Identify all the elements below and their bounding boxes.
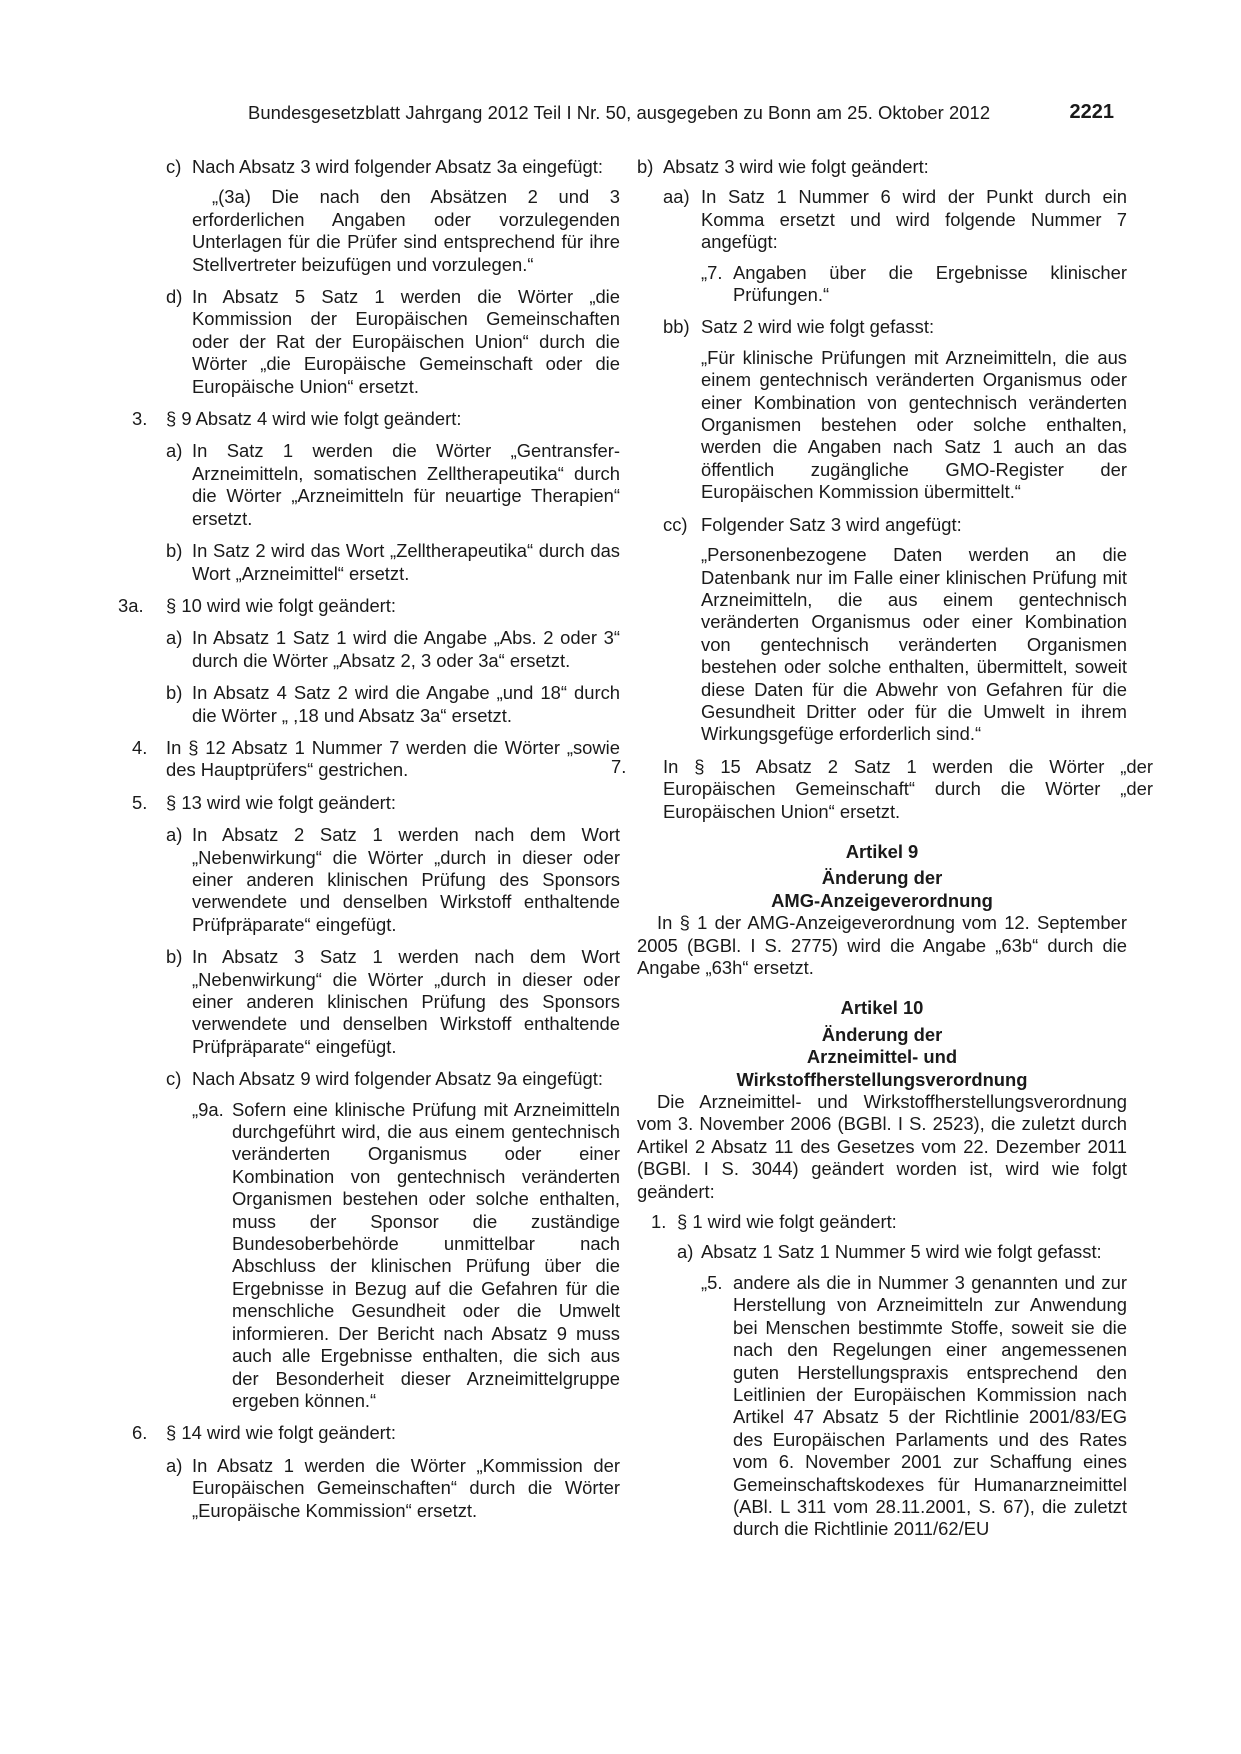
list-item-3 [130,408,620,430]
article-9-text [637,912,1127,979]
list-label: b) [166,540,183,562]
list-text: Satz 2 wird wie folgt gefasst: [701,316,935,338]
article-title: Artikel 9 [845,840,919,862]
article-10-text [637,1091,1127,1203]
quote-label: „9a. [192,1098,224,1120]
article-subtitle: AMG-Anzeigeverordnung [771,889,993,911]
list-text: In Absatz 4 Satz 2 wird die Angabe „und 18“ durch die Wörter „ ,18 und Absatz 3a“ ersetzt. [192,682,620,726]
list-text: In Absatz 1 werden die Wörter „Kommission der Europäischen Gemeinschaften“ durch die Wörter „Europäische Kommission“ ersetzt. [192,1454,620,1521]
list-item-7 [611,756,1153,823]
list-item-4 [130,737,620,782]
article-subtitle: Wirkstoffherstellungsverordnung [736,1068,1028,1090]
list-label: d) [166,286,183,308]
list-item-b [637,156,1127,178]
list-label: 3a. [118,594,144,616]
list-item-3-a [130,440,620,530]
list-text: In Satz 2 wird das Wort „Zelltherapeutika“ durch das Wort „Arzneimittel“ ersetzt. [192,540,620,584]
article-subtitle: Änderung der [821,867,943,889]
list-item-bb [637,316,1127,338]
list-item-1 [637,1211,1127,1233]
quote-text: andere als die in Nummer 3 genannten und zur Herstellung von Arzneimitteln zur Anwendung bei Menschen bestimmte Stoffe, soweit sie die nach den Regelungen einer angemessenen guten Herstellungspraxis entsprechend den Leitlinien der Europäischen Kommission nach Artikel 47 Absatz 5 der Richtlinie 2001/83/EG des Europäischen Parlaments und des Rates vom 6. November 2001 zur Schaffung eines Gemeinschaftskodexes für Humanarzneimittel (ABl. L 311 vom 28.11.2001, S. 67), die zuletzt durch die Richtlinie 2011/62/EU [733,1271,1127,1540]
list-text: In § 12 Absatz 1 Nummer 7 werden die Wörter „sowie des Hauptprüfers“ gestrichen. [166,736,620,781]
list-text: § 9 Absatz 4 wird wie folgt geändert: [166,408,462,430]
list-label: b) [166,682,183,704]
list-text: Absatz 3 wird wie folgt geändert: [663,156,929,177]
list-item-6-a [130,1455,620,1522]
list-label: 1. [651,1211,667,1233]
article-subtitle: Änderung der [821,1023,943,1045]
quote-text: „Personenbezogene Daten werden an die Datenbank nur im Falle einer klinischen Prüfung mit Arzneimitteln, die aus einem gentechnisch veränderten Organismus oder einer Kombination von gentechnisch veränderten Organismen bestehen oder solche enthalten, übermittelt, soweit diese Daten für die Abwehr von Gefahren für die Gesundheit Dritter oder für die Umwelt in ihrem Wirkungsgefüge erforderlich sind.“ [701,544,1127,745]
paragraph-text: Die Arzneimittel- und Wirkstoffherstellungsverordnung vom 3. November 2006 (BGBl. I S. 2523), die zuletzt durch Artikel 2 Absatz 11 des Gesetzes vom 22. Dezember 2011 (BGBl. I S. 3044) geändert worden ist, wird wie folgt geändert: [637,1091,1127,1202]
quote-text: „(3a) Die nach den Absätzen 2 und 3 erforderlichen Angaben oder vorzulegenden Unterlagen für die Prüfer sind entsprechend für ihre Stellvertreter beizufügen und vorzulegen.“ [192,186,620,275]
header-title: Bundesgesetzblatt Jahrgang 2012 Teil I Nr. 50, ausgegeben zu Bonn am 25. Oktober 2012 [248,102,991,123]
list-text: In § 15 Absatz 2 Satz 1 werden die Wörter „der Europäischen Gemeinschaft“ durch die Wörter „der Europäischen Union“ ersetzt. [663,755,1153,822]
quoted-sentence-2 [637,347,1127,504]
list-label: bb) [663,316,690,338]
list-text: § 13 wird wie folgt geändert: [166,791,397,813]
page-number: 2221 [1069,101,1114,123]
list-label: c) [166,156,182,177]
list-text: § 1 wird wie folgt geändert: [677,1211,897,1233]
list-item-3a-b [130,682,620,727]
list-label: a) [166,1454,183,1476]
list-label: b) [637,156,654,177]
quote-text: Angaben über die Ergebnisse klinischer Prüfungen.“ [733,261,1127,306]
list-text: Folgender Satz 3 wird angefügt: [701,513,962,535]
list-text: § 10 wird wie folgt geändert: [166,594,397,616]
quoted-amendment-7 [637,262,1127,307]
list-text: § 14 wird wie folgt geändert: [166,1422,397,1444]
quoted-amendment-9a [130,1099,620,1413]
list-label: 7. [611,755,627,777]
quote-label: „5. [701,1271,723,1293]
list-text: In Absatz 3 Satz 1 werden nach dem Wort „Nebenwirkung“ die Wörter „durch in dieser oder einer anderen klinischen Prüfung des Sponsors verwendete und denselben Wirkstoff enthaltende Prüfpräparate“ eingefügt. [192,946,620,1057]
list-label: a) [166,824,183,846]
quoted-amendment-3a [130,186,620,276]
list-label: c) [166,1068,182,1090]
article-9-heading [637,841,1127,912]
quote-text: Sofern eine klinische Prüfung mit Arzneimitteln durchgeführt wird, die aus einem gentechnisch veränderten Organismus oder einer Kombination von gentechnisch veränderten Organismen bestehen oder solche enthalten, muss der Sponsor die zuständige Bundesoberbehörde unmittelbar nach Abschluss der klinischen Prüfung über die Ergebnisse in Bezug auf die Gefahren für die menschliche Gesundheit oder die Umwelt informieren. Der Bericht nach Absatz 9 muss auch alle Ergebnisse enthalten, die sich aus der Besonderheit dieser Arzneimittelgruppe ergeben können.“ [232,1098,620,1411]
list-item-5 [130,792,620,814]
list-label: 3. [132,408,148,430]
list-item-1-a [637,1241,1127,1263]
list-label: b) [166,946,183,968]
list-text: In Absatz 1 Satz 1 wird die Angabe „Abs. 2 oder 3“ durch die Wörter „Absatz 2, 3 oder 3a“ ersetzt. [192,627,620,671]
list-item-3a [118,594,620,617]
list-label: a) [166,627,183,649]
list-item-5-a [130,824,620,936]
list-label: a) [166,440,183,462]
article-subtitle: Arzneimittel- und [806,1046,958,1068]
paragraph-text: In § 1 der AMG-Anzeigeverordnung vom 12. September 2005 (BGBl. I S. 2775) wird die Angabe „63b“ durch die Angabe „63h“ ersetzt. [637,912,1127,978]
left-column [118,156,620,1522]
list-item-d [130,286,620,398]
list-item-5-b [130,946,620,1058]
list-text: In Satz 1 Nummer 6 wird der Punkt durch ein Komma ersetzt und wird folgende Nummer 7 angefügt: [701,186,1127,253]
list-text: In Absatz 2 Satz 1 werden nach dem Wort „Nebenwirkung“ die Wörter „durch in dieser oder einer anderen klinischen Prüfung des Sponsors verwendete und denselben Wirkstoff enthaltende Prüfpräparate“ eingefügt. [192,824,620,935]
list-item-c [130,156,620,178]
right-column [611,156,1153,1541]
list-item-6 [130,1422,620,1444]
list-text: In Satz 1 werden die Wörter „Gentransfer-Arzneimitteln, somatischen Zelltherapeutika“ durch die Wörter „Arzneimitteln für neuartige Therapien“ ersetzt. [192,440,620,529]
quoted-sentence-3 [637,544,1127,746]
quote-text: „Für klinische Prüfungen mit Arzneimitteln, die aus einem gentechnisch veränderten Organismus oder einer Kombination von gentechnisch veränderten Organismen bestehen oder solche enthalten, werden die Angaben nach Satz 1 auch an das öffentlich zugängliche GMO-Register der Europäischen Kommission übermittelt.“ [701,346,1127,503]
list-item-5-c [130,1068,620,1090]
list-label: 6. [132,1422,148,1444]
quoted-amendment-5 [637,1272,1127,1541]
list-text: In Absatz 5 Satz 1 werden die Wörter „die Kommission der Europäischen Gemeinschaften oder der Rat der Europäischen Union“ durch die Wörter „die Europäische Gemeinschaft oder die Europäische Union“ ersetzt. [192,286,620,397]
page-header [248,102,1114,128]
list-item-3-b [130,540,620,585]
list-item-3a-a [130,627,620,672]
list-text: Nach Absatz 9 wird folgender Absatz 9a eingefügt: [192,1068,603,1090]
list-label: a) [677,1241,694,1263]
quote-label: „7. [701,261,723,283]
article-title: Artikel 10 [840,997,924,1019]
list-label: 5. [132,791,148,813]
list-label: 4. [132,736,148,758]
article-10-heading [637,997,1127,1091]
list-label: cc) [663,513,688,535]
list-item-aa [637,186,1127,253]
list-label: aa) [663,186,690,208]
list-text: Nach Absatz 3 wird folgender Absatz 3a eingefügt: [192,156,603,177]
list-item-cc [637,514,1127,536]
list-text: Absatz 1 Satz 1 Nummer 5 wird wie folgt gefasst: [701,1241,1102,1263]
